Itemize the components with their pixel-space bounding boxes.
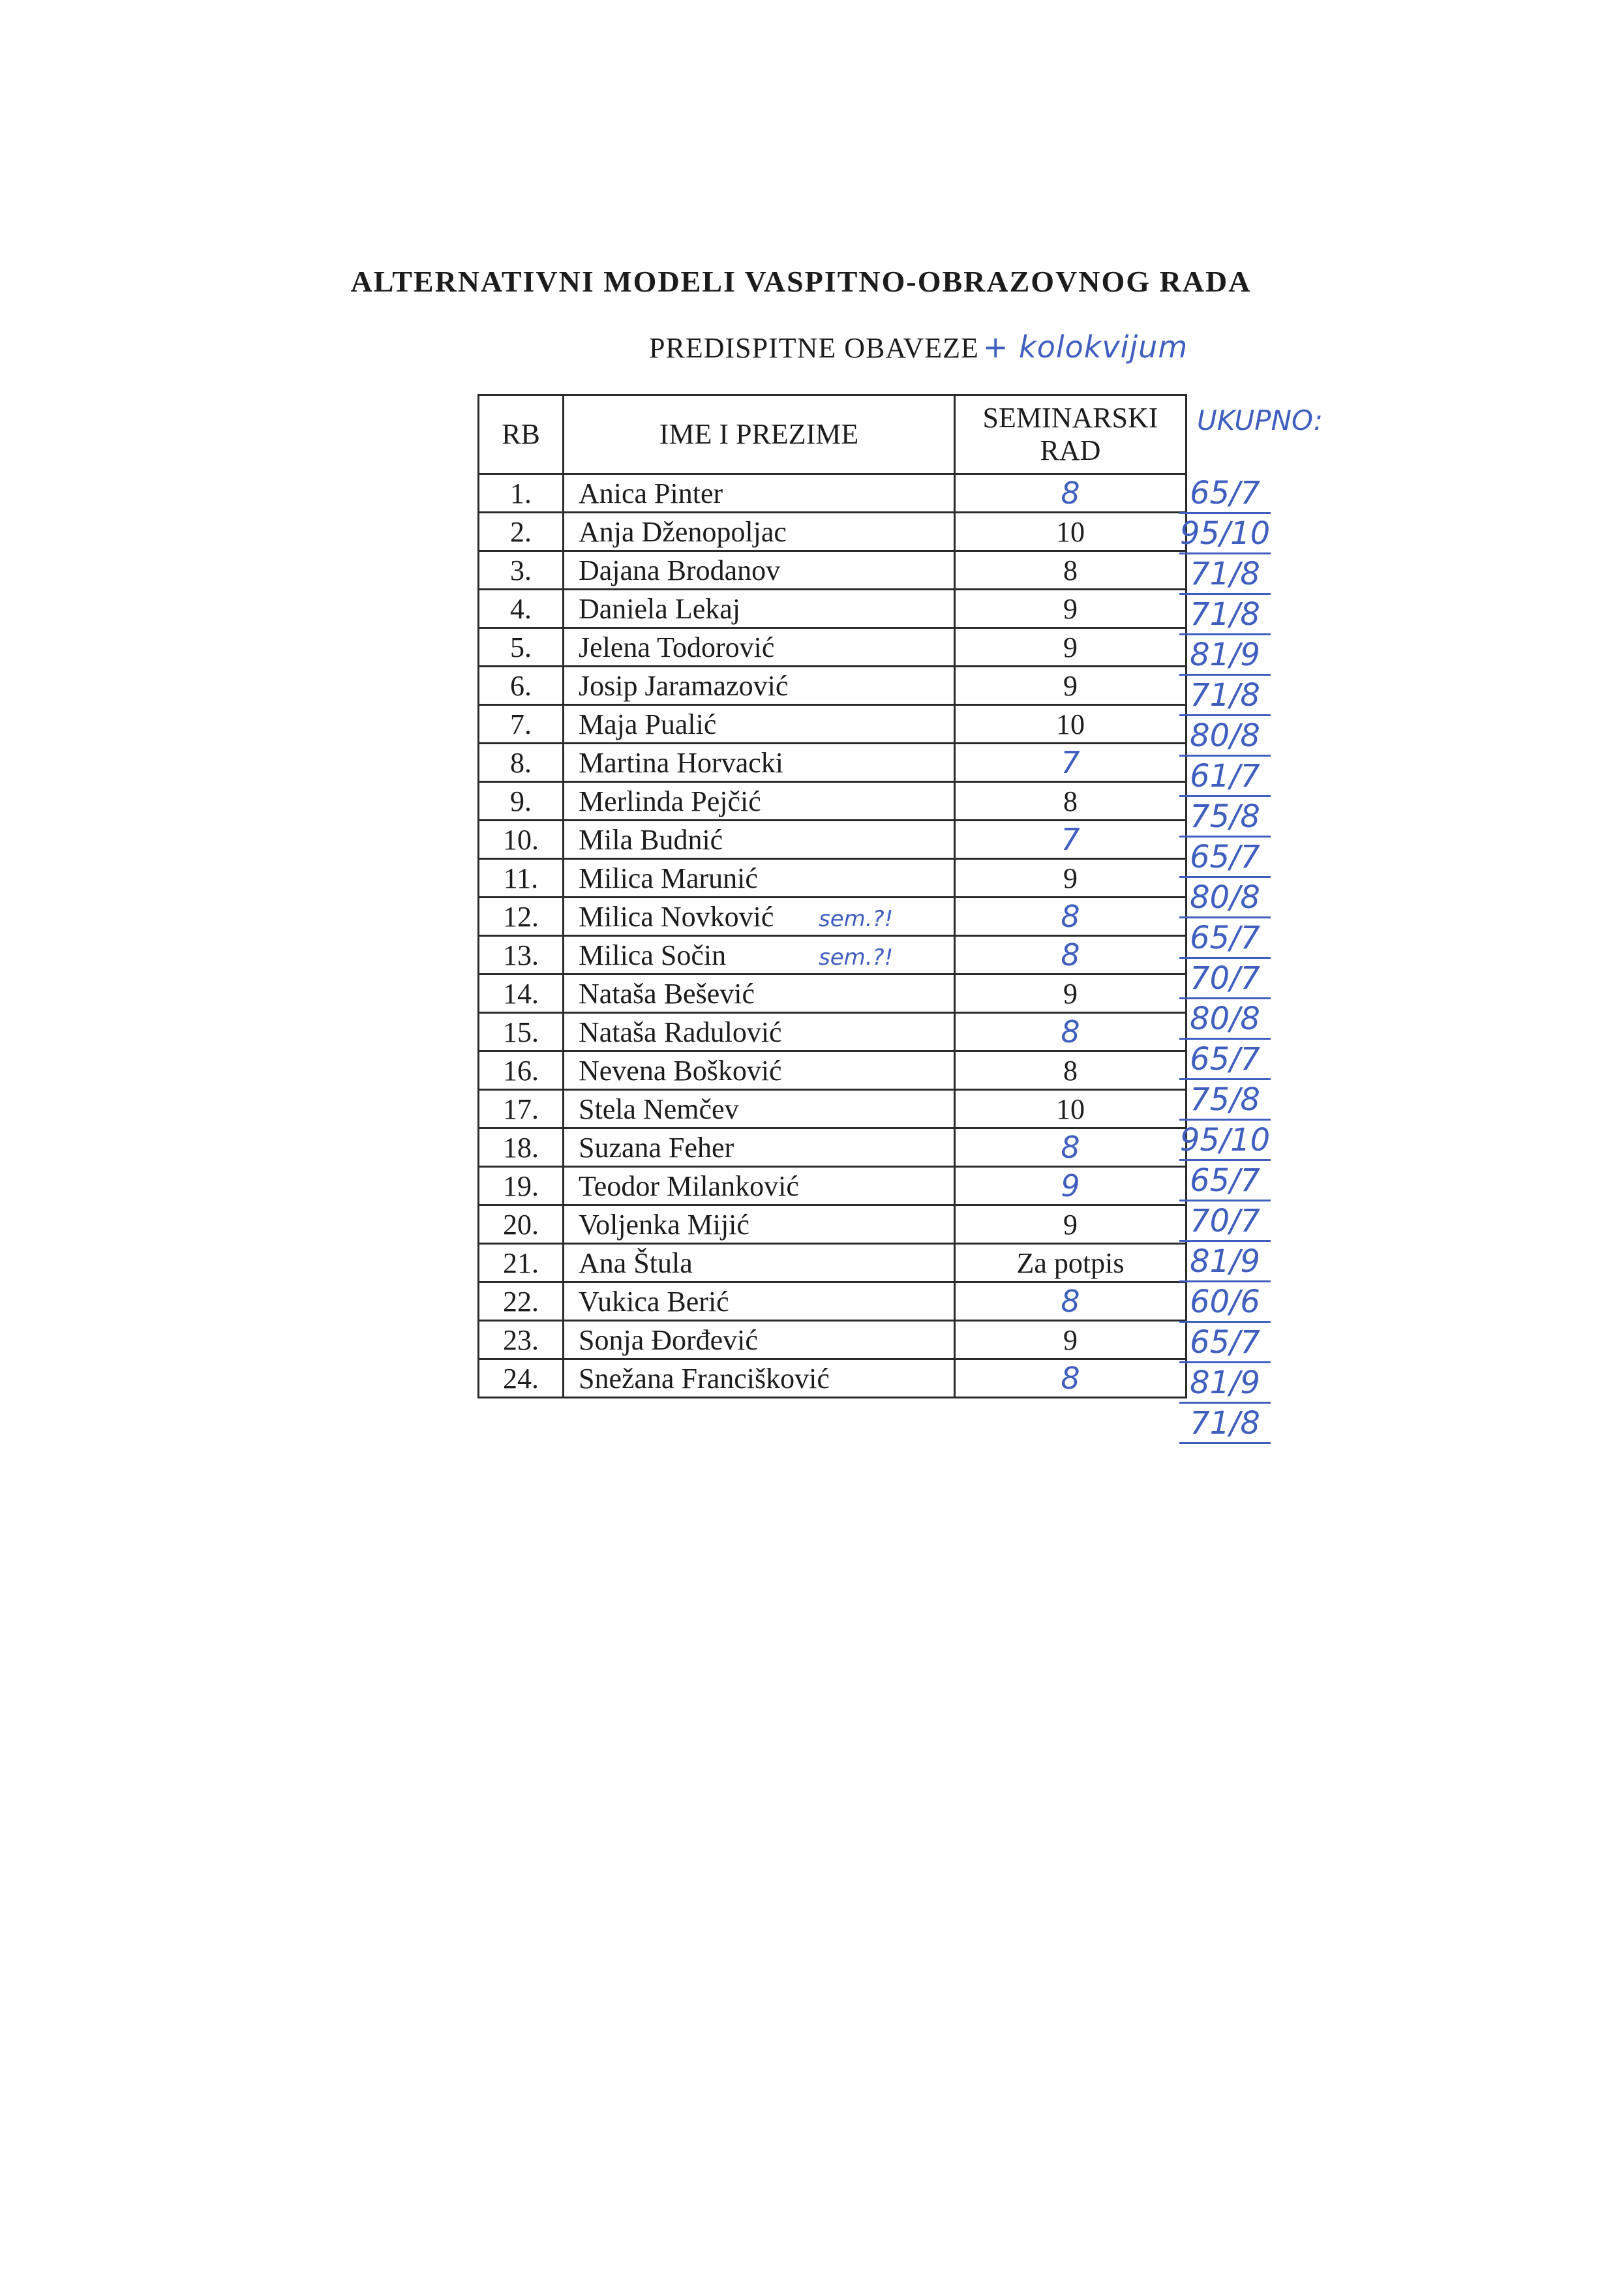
table-row	[479, 1282, 1186, 1321]
ukupno-value: 80/8	[1179, 878, 1271, 918]
table-row	[479, 1090, 1186, 1128]
student-name: Dajana Brodanov	[579, 554, 781, 586]
table-body	[479, 474, 1186, 1398]
student-name: Nataša Bešević	[579, 977, 755, 1010]
student-name: Teodor Milanković	[579, 1170, 799, 1202]
table-row	[479, 628, 1186, 667]
table-row	[479, 1167, 1186, 1205]
student-name-cell	[564, 1051, 955, 1090]
table-row	[479, 1205, 1186, 1244]
student-name-cell	[564, 974, 955, 1013]
student-name: Martina Horvacki	[579, 746, 783, 779]
table-row	[479, 513, 1186, 551]
seminar-grade: 7	[955, 821, 1186, 859]
student-name: Daniela Lekaj	[579, 592, 740, 625]
student-name: Sonja Đorđević	[579, 1323, 758, 1356]
ukupno-value: 65/7	[1179, 474, 1271, 514]
seminar-grade: 9	[955, 1167, 1186, 1205]
seminar-grade: 9	[955, 628, 1186, 667]
student-name-cell	[564, 898, 955, 936]
row-number: 20.	[479, 1205, 564, 1244]
row-number: 3.	[479, 551, 564, 590]
student-name-cell	[564, 1090, 955, 1128]
student-name-cell	[564, 1321, 955, 1359]
student-name: Josip Jaramazović	[579, 669, 789, 702]
ukupno-value: 75/8	[1179, 797, 1271, 838]
student-name: Jelena Todorović	[579, 631, 775, 663]
student-name-cell	[564, 1359, 955, 1398]
ukupno-value: 65/7	[1179, 1161, 1271, 1201]
ukupno-value: 95/10	[1179, 1121, 1271, 1161]
seminar-grade: 10	[955, 1090, 1186, 1128]
ukupno-value: 65/7	[1179, 1323, 1271, 1363]
header-seminar-line2: RAD	[1040, 434, 1101, 466]
student-name-cell	[564, 1128, 955, 1167]
row-number: 18.	[479, 1128, 564, 1167]
row-number: 1.	[479, 474, 564, 513]
handwritten-note: sem.?!	[819, 906, 894, 932]
student-name: Merlinda Pejčić	[579, 785, 761, 817]
student-name: Milica Marunić	[579, 862, 758, 894]
ukupno-value: 65/7	[1179, 918, 1271, 959]
row-number: 13.	[479, 936, 564, 974]
seminar-grade: 9	[955, 1205, 1186, 1244]
student-name: Snežana Francišković	[579, 1362, 830, 1395]
table-row	[479, 744, 1186, 782]
row-number: 4.	[479, 590, 564, 628]
table-row	[479, 1013, 1186, 1051]
table-row	[479, 1359, 1186, 1398]
table-row	[479, 590, 1186, 628]
seminar-grade: 9	[955, 859, 1186, 898]
student-name: Anja Dženopoljac	[579, 515, 787, 548]
ukupno-value: 70/7	[1179, 1201, 1271, 1242]
ukupno-value: 70/7	[1179, 959, 1271, 999]
row-number: 21.	[479, 1244, 564, 1282]
seminar-grade: 8	[955, 936, 1186, 974]
table-row	[479, 474, 1186, 513]
student-name-cell	[564, 744, 955, 782]
ukupno-value: 81/9	[1179, 1242, 1271, 1282]
ukupno-value: 95/10	[1179, 514, 1271, 554]
ukupno-value: 71/8	[1179, 676, 1271, 716]
subtitle-handwritten-note: + kolokvijum	[982, 329, 1188, 365]
seminar-grade: Za potpis	[955, 1244, 1186, 1282]
ukupno-value: 61/7	[1179, 757, 1271, 797]
student-name-cell	[564, 590, 955, 628]
ukupno-value: 71/8	[1179, 554, 1271, 595]
student-name: Mila Budnić	[579, 823, 723, 856]
row-number: 24.	[479, 1359, 564, 1398]
student-name: Stela Nemčev	[579, 1093, 739, 1125]
ukupno-value: 75/8	[1179, 1080, 1271, 1121]
student-name-cell	[564, 782, 955, 821]
row-number: 8.	[479, 744, 564, 782]
table-row	[479, 936, 1186, 974]
ukupno-value: 71/8	[1179, 1404, 1271, 1444]
row-number: 7.	[479, 705, 564, 744]
ukupno-column	[1179, 474, 1271, 1444]
student-name-cell	[564, 628, 955, 667]
student-name-cell	[564, 821, 955, 859]
student-name-cell	[564, 513, 955, 551]
header-name: IME I PREZIME	[564, 395, 955, 474]
header-rb: RB	[479, 395, 564, 474]
row-number: 16.	[479, 1051, 564, 1090]
table-row	[479, 1128, 1186, 1167]
row-number: 19.	[479, 1167, 564, 1205]
student-name: Ana Štula	[579, 1246, 693, 1279]
row-number: 10.	[479, 821, 564, 859]
table-row	[479, 974, 1186, 1013]
seminar-grade: 8	[955, 898, 1186, 936]
ukupno-value: 81/9	[1179, 1363, 1271, 1404]
ukupno-value: 71/8	[1179, 595, 1271, 635]
header-seminar-line1: SEMINARSKI	[982, 402, 1158, 434]
student-name: Vukica Berić	[579, 1285, 729, 1318]
ukupno-value: 80/8	[1179, 999, 1271, 1040]
handwritten-note: sem.?!	[819, 944, 894, 971]
seminar-grade: 8	[955, 1013, 1186, 1051]
table-row	[479, 1051, 1186, 1090]
student-name-cell	[564, 1282, 955, 1321]
table-row	[479, 1321, 1186, 1359]
row-number: 12.	[479, 898, 564, 936]
table-row	[479, 821, 1186, 859]
student-name-cell	[564, 551, 955, 590]
table-row	[479, 667, 1186, 705]
seminar-grade: 8	[955, 551, 1186, 590]
ukupno-value: 81/9	[1179, 635, 1271, 676]
student-name-cell	[564, 936, 955, 974]
row-number: 5.	[479, 628, 564, 667]
student-name-cell	[564, 667, 955, 705]
ukupno-header: UKUPNO:	[1197, 404, 1323, 436]
student-name-cell	[564, 705, 955, 744]
student-name: Voljenka Mijić	[579, 1208, 749, 1241]
ukupno-value: 60/6	[1179, 1282, 1271, 1323]
seminar-grade: 7	[955, 744, 1186, 782]
row-number: 11.	[479, 859, 564, 898]
seminar-grade: 10	[955, 705, 1186, 744]
row-number: 17.	[479, 1090, 564, 1128]
document-subtitle	[649, 329, 1188, 365]
seminar-grade: 8	[955, 474, 1186, 513]
student-name-cell	[564, 1167, 955, 1205]
document-title: ALTERNATIVNI MODELI VASPITNO-OBRAZOVNOG RADA	[350, 265, 1252, 298]
table-row	[479, 898, 1186, 936]
student-name: Milica Novković	[579, 900, 774, 933]
row-number: 6.	[479, 667, 564, 705]
ukupno-value: 65/7	[1179, 1040, 1271, 1080]
ukupno-value: 65/7	[1179, 838, 1271, 878]
seminar-grade: 9	[955, 974, 1186, 1013]
student-name: Anica Pinter	[579, 477, 723, 509]
header-seminar	[955, 395, 1186, 474]
student-name: Milica Sočin	[579, 939, 727, 971]
row-number: 23.	[479, 1321, 564, 1359]
subtitle-text: PREDISPITNE OBAVEZE	[649, 332, 979, 364]
row-number: 22.	[479, 1282, 564, 1321]
seminar-grade: 10	[955, 513, 1186, 551]
seminar-grade: 8	[955, 1128, 1186, 1167]
student-name-cell	[564, 1205, 955, 1244]
table-row	[479, 782, 1186, 821]
row-number: 9.	[479, 782, 564, 821]
student-name: Nataša Radulović	[579, 1016, 782, 1048]
student-name: Nevena Bošković	[579, 1054, 782, 1087]
seminar-grade: 8	[955, 1051, 1186, 1090]
seminar-grade: 8	[955, 1282, 1186, 1321]
row-number: 15.	[479, 1013, 564, 1051]
table-row	[479, 859, 1186, 898]
seminar-grade: 9	[955, 1321, 1186, 1359]
student-name-cell	[564, 1013, 955, 1051]
student-name-cell	[564, 474, 955, 513]
row-number: 2.	[479, 513, 564, 551]
seminar-grade: 8	[955, 782, 1186, 821]
student-name-cell	[564, 1244, 955, 1282]
table-row	[479, 1244, 1186, 1282]
student-name: Maja Pualić	[579, 708, 717, 740]
seminar-grade: 9	[955, 590, 1186, 628]
seminar-grade: 9	[955, 667, 1186, 705]
row-number: 14.	[479, 974, 564, 1013]
table-row	[479, 551, 1186, 590]
student-table	[477, 394, 1187, 1398]
student-name-cell	[564, 859, 955, 898]
ukupno-value: 80/8	[1179, 716, 1271, 757]
student-name: Suzana Feher	[579, 1131, 734, 1164]
table-header-row	[479, 395, 1186, 474]
table-row	[479, 705, 1186, 744]
seminar-grade: 8	[955, 1359, 1186, 1398]
